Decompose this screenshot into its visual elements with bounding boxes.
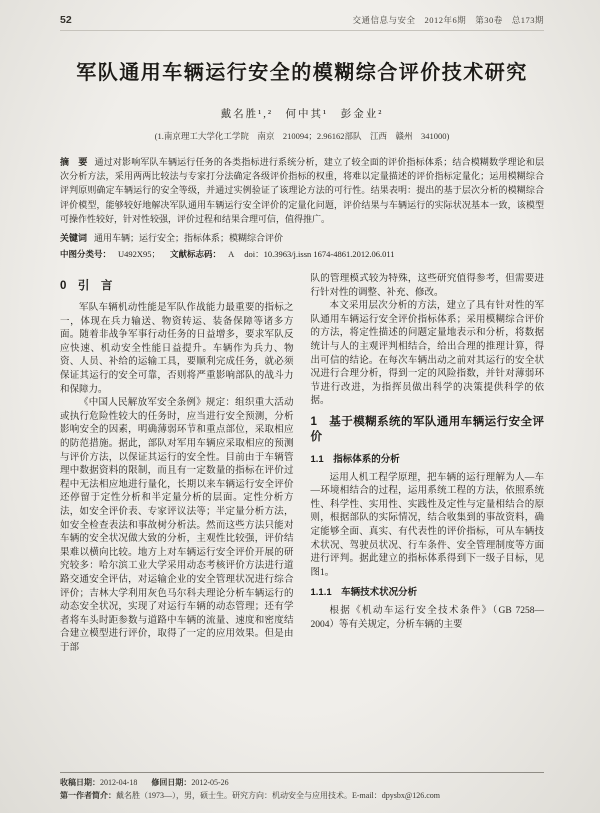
right-column: [311, 273, 545, 767]
doi-text: doi：10.3963/j.issn 1674-4861.2012.06.011: [244, 249, 395, 260]
received-date: 2012-04-18: [100, 778, 138, 788]
page-footer: [60, 772, 544, 803]
author-bio-line: [60, 790, 544, 803]
authors-line: 戴名胜¹,² 何中其¹ 彭金业²: [220, 109, 384, 120]
intro-paragraph-2: 《中国人民解放军安全条例》规定：组织重大活动或执行危险性较大的任务时，应当进行安全预测，分析影响安全的因素，明确薄弱环节和重点部位，采取相应的防范措施。据此，部队对军用车辆应采取相应的预测与评价方法，以保证其运行的安全性。目前由于车辆管理中数据资料的限制，而且有一定数量的指标在评价过程中无法相应地进行量化，长期以来车辆运行安全评价还停留于定性分析和半定量分析的层面。定性分析方法，如安全评价表、专家评议法等；半定量分析方法，如安全检查表法和事故树分析法。然而这些方法只能对车辆的安全状况做大致的分析，主观性比较强，评价结果难以横向比较。地方上对车辆运行安全评价开展的研究较多：哈尔滨工业大学采用动态考核评价方法进行道路交通安全评估，对运输企业的安全管理状况进行综合评价；吉林大学利用灰色马尔科夫理论分析车辆运行的动态安全状况，实现了对运行车辆的动态管理；还有学者将车头时距参数与道路中车辆的流量、速度和密度结合建立模型进行评价，取得了一定的应用效果。但是由于部: [60, 398, 294, 653]
method-paragraph: 本文采用层次分析的方法，建立了具有针对性的军队通用车辆运行安全评价指标体系；采用模糊综合评价的方法，将定性描述的问题定量地表示和分析，将数据统计与人的主观评判相结合，给出合理的推理计算，得出可信的结论。在每次车辆出动之前对其运行的安全状况进行合理分析，得到一定的风险指数，并针对薄弱环节进行改进，为指挥员做出科学的决策提供科学的依据。: [310, 301, 544, 407]
classification-line: [60, 248, 544, 260]
keywords-line: [60, 231, 544, 244]
abstract-text: 通过对影响军队车辆运行任务的各类指标进行系统分析，建立了较全面的评价指标体系；结合模糊数学理论和层次分析方法，采用两两比较法与专家打分法确定各级评价指标的权重，将难以定量描述的评价指标定量化；运用模糊综合评判原则确定车辆运行的安全等级，并通过实例验证了该理论方法的可行性。结果表明：提出的基于层次分析的模糊综合评价模型，能够较好地解决军队通用车辆运行安全评价的定量化问题，评价结果与车辆运行的实际状况基本一致，该模型可操作性较好，针对性较强，评价过程和结果合理可信，值得推广。: [60, 157, 544, 224]
dates-line: [60, 777, 544, 790]
clc-label: 中图分类号：: [60, 249, 112, 260]
page-number: 52: [60, 14, 72, 26]
two-column-body: [60, 273, 544, 767]
journal-info: 交通信息与安全 2012年6期 第30卷 总173期: [352, 15, 544, 25]
keywords-label: 关键词: [60, 233, 88, 244]
intro-paragraph-1: 军队车辆机动性能是军队作战能力最重要的指标之一，体现在兵力输送、物资转运、装备保障等诸多方面。随着非战争军事行动任务的日益增多，要求军队反应快速、机动安全性能日益提升。车辆作为兵力、物资、人员、补给的运输工具，要顺利完成任务，就必须保证其运行的安全可靠，否则将严重影响部队的战斗力和保障力。: [60, 303, 294, 395]
keywords-text: 通用车辆；运行安全；指标体系；模糊综合评价: [94, 233, 284, 244]
section-1-1-heading: 1.1 指标体系的分析: [310, 454, 400, 466]
received-label: 收稿日期：: [60, 778, 100, 788]
revised-date: 2012-05-26: [191, 778, 229, 788]
section-1-1-1-heading: 1.1.1 车辆技术状况分析: [310, 587, 418, 599]
section-0-heading: 0 引 言: [60, 280, 113, 293]
vehicle-condition-paragraph: 根据《机动车运行安全技术条件》（GB 7258—2004）等有关规定，分析车辆的主要: [310, 605, 544, 630]
bio-label: 第一作者简介：: [60, 791, 116, 801]
bio-text: 戴名胜（1973—），男，硕士生。研究方向：机动安全与应用技术。E-mail：dpysbx@126.com: [116, 791, 441, 801]
doc-code-value: A: [228, 249, 235, 260]
left-column: [60, 273, 294, 767]
paper-title: 军队通用车辆运行安全的模糊综合评价技术研究: [76, 62, 528, 84]
page-header: [60, 14, 544, 31]
indicator-system-paragraph: 运用人机工程学原理，把车辆的运行理解为人—车—环境相结合的过程，运用系统工程的方法，依照系统性、科学性、实用性、实践性及定性与定量相结合的原则，根据部队的实际情况，结合收集到的事故资料，确定能够全面、真实、有代表性的评价指标，可从车辆技术状况、驾驶员状况、行车条件、安全管理制度等方面进行评判。据此建立的指标体系得到下一级子目标，见图1。: [310, 472, 544, 578]
section-1-heading: 1 基于模糊系统的军队通用车辆运行安全评价: [310, 416, 544, 444]
doc-code-label: 文献标志码：: [170, 249, 222, 260]
abstract-label: 摘 要: [60, 157, 88, 167]
clc-value: U492X95；: [118, 249, 161, 260]
abstract-block: [60, 155, 544, 226]
affiliation-line: (1.南京理工大学化工学院 南京 210094；2.96162部队 江西 赣州 341000): [154, 131, 450, 141]
continued-paragraph: 队的管理模式较为特殊，这些研究值得参考，但需要进行针对性的调整、补充、修改。: [310, 274, 544, 298]
revised-label: 修回日期：: [151, 778, 192, 788]
